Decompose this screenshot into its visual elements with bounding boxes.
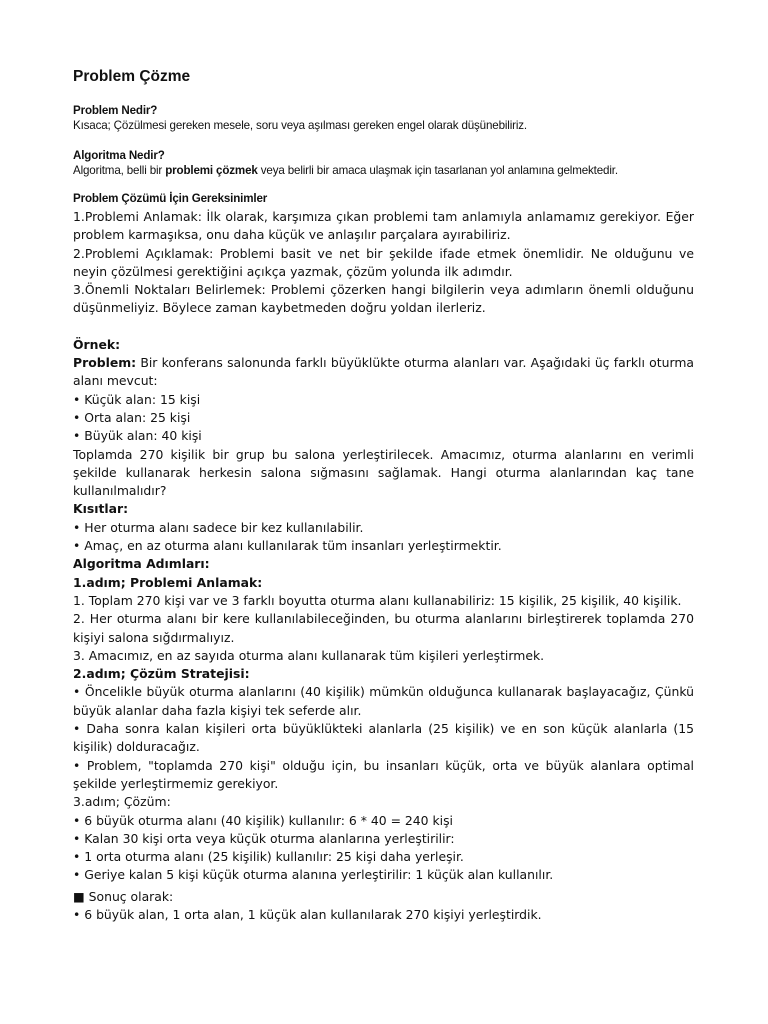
algorithm-text-part: veya belirli bir amaca ulaşmak için tasarlanan yol anlamına gelmektedir. bbox=[257, 164, 618, 177]
step2-item: • Öncelikle büyük oturma alanlarını (40 kişilik) mümkün olduğunca kullanarak başlayacağız, Çünkü büyük alanlar daha fazla kişiyi tek seferde alır. bbox=[73, 684, 694, 718]
goal-text: Toplamda 270 kişilik bir grup bu salona yerleştirilecek. Amacımız, oturma alanlarını en verimli şekilde kullanarak herkesin salona sığmasını sağlamak. Hangi oturma alanlarından kaç tane kullanılmalıdır? bbox=[73, 446, 694, 499]
page-title: Problem Çözme bbox=[73, 68, 191, 85]
constraints-heading: Kısıtlar: bbox=[73, 501, 129, 517]
area-item: • Orta alan: 25 kişi bbox=[73, 409, 191, 425]
constraint-item: • Amaç, en az oturma alanı kullanılarak tüm insanları yerleştirmektir. bbox=[73, 538, 502, 554]
step3-item: • Geriye kalan 5 kişi küçük oturma alanına yerleştirilir: 1 küçük alan kullanılır. bbox=[73, 867, 554, 883]
step1-item: 1. Toplam 270 kişi var ve 3 farklı boyutta oturma alanı kullanabiliriz: 15 kişilik, 25 kişilik, 40 kişilik. bbox=[73, 592, 682, 608]
step2-heading: 2.adım; Çözüm Stratejisi: bbox=[73, 666, 250, 682]
step1-heading: 1.adım; Problemi Anlamak: bbox=[73, 574, 263, 590]
problem-text: Bir konferans salonunda farklı büyüklükte oturma alanları var. Aşağıdaki üç farklı oturma alanı mevcut: bbox=[73, 355, 694, 389]
requirement-item: 2.Problemi Açıklamak: Problemi basit ve net bir şekilde ifade etmek önemlidir. Ne olduğunu ve neyin çözülmesi gerektiğini açıkça yazmak, çözüm yolunda ilk adımdır. bbox=[73, 245, 694, 279]
example-heading: Örnek: bbox=[73, 336, 121, 352]
algorithm-text-part: Algoritma, belli bir bbox=[73, 164, 166, 177]
constraint-item: • Her oturma alanı sadece bir kez kullanılabilir. bbox=[73, 519, 364, 535]
step3-heading: 3.adım; Çözüm: bbox=[73, 794, 171, 810]
intro-section bbox=[73, 103, 694, 206]
requirements-heading: Problem Çözümü İçin Gereksinimler bbox=[73, 192, 268, 205]
main-content bbox=[73, 208, 694, 924]
step2-item: • Daha sonra kalan kişileri orta büyüklükteki alanlarla (25 kişilik) ve en son küçük alanlarla (15 kişilik) dolduracağız. bbox=[73, 721, 694, 755]
problem-definition-heading: Problem Nedir? bbox=[73, 104, 158, 117]
problem-definition-text: Kısaca; Çözülmesi gereken mesele, soru veya aşılması gereken engel olarak düşünebiliriz. bbox=[73, 119, 528, 132]
algorithm-definition-heading: Algoritma Nedir? bbox=[73, 149, 165, 162]
step1-item: 2. Her oturma alanı bir kere kullanılabileceğinden, bu oturma alanlarını birleştirerek toplamda 270 kişiyi salona sığdırmalıyız. bbox=[73, 611, 694, 645]
algorithm-text-bold: problemi çözmek bbox=[165, 164, 258, 177]
result-heading: ■ Sonuç olarak: bbox=[73, 888, 174, 904]
algorithm-definition-text bbox=[73, 163, 694, 178]
area-item: • Küçük alan: 15 kişi bbox=[73, 391, 201, 407]
area-item: • Büyük alan: 40 kişi bbox=[73, 428, 202, 444]
requirement-item: 3.Önemli Noktaları Belirlemek: Problemi çözerken hangi bilgilerin veya adımların önemli olduğunu düşünmeliyiz. Böylece zaman kaybetmeden doğru yoldan ilerleriz. bbox=[73, 282, 694, 316]
step3-item: • Kalan 30 kişi orta veya küçük oturma alanlarına yerleştirilir: bbox=[73, 830, 455, 846]
step2-item: • Problem, "toplamda 270 kişi" olduğu için, bu insanları küçük, orta ve büyük alanlara optimal şekilde yerleştirmemiz gerekiyor. bbox=[73, 757, 694, 791]
step3-item: • 6 büyük oturma alanı (40 kişilik) kullanılır: 6 * 40 = 240 kişi bbox=[73, 812, 453, 828]
step3-item: • 1 orta oturma alanı (25 kişilik) kullanılır: 25 kişi daha yerleşir. bbox=[73, 849, 464, 865]
problem-label: Problem: bbox=[73, 355, 137, 371]
step1-item: 3. Amacımız, en az sayıda oturma alanı kullanarak tüm kişileri yerleştirmek. bbox=[73, 647, 545, 663]
algorithm-steps-heading: Algoritma Adımları: bbox=[73, 556, 210, 572]
requirement-item: 1.Problemi Anlamak: İlk olarak, karşımıza çıkan problemi tam anlamıyla anlamamız gerekiyor. Eğer problem karmaşıksa, onu daha küçük ve anlaşılır parçalara ayırabiliriz. bbox=[73, 209, 694, 243]
problem-statement bbox=[73, 354, 694, 391]
result-text: • 6 büyük alan, 1 orta alan, 1 küçük alan kullanılarak 270 kişiyi yerleştirdik. bbox=[73, 906, 542, 922]
